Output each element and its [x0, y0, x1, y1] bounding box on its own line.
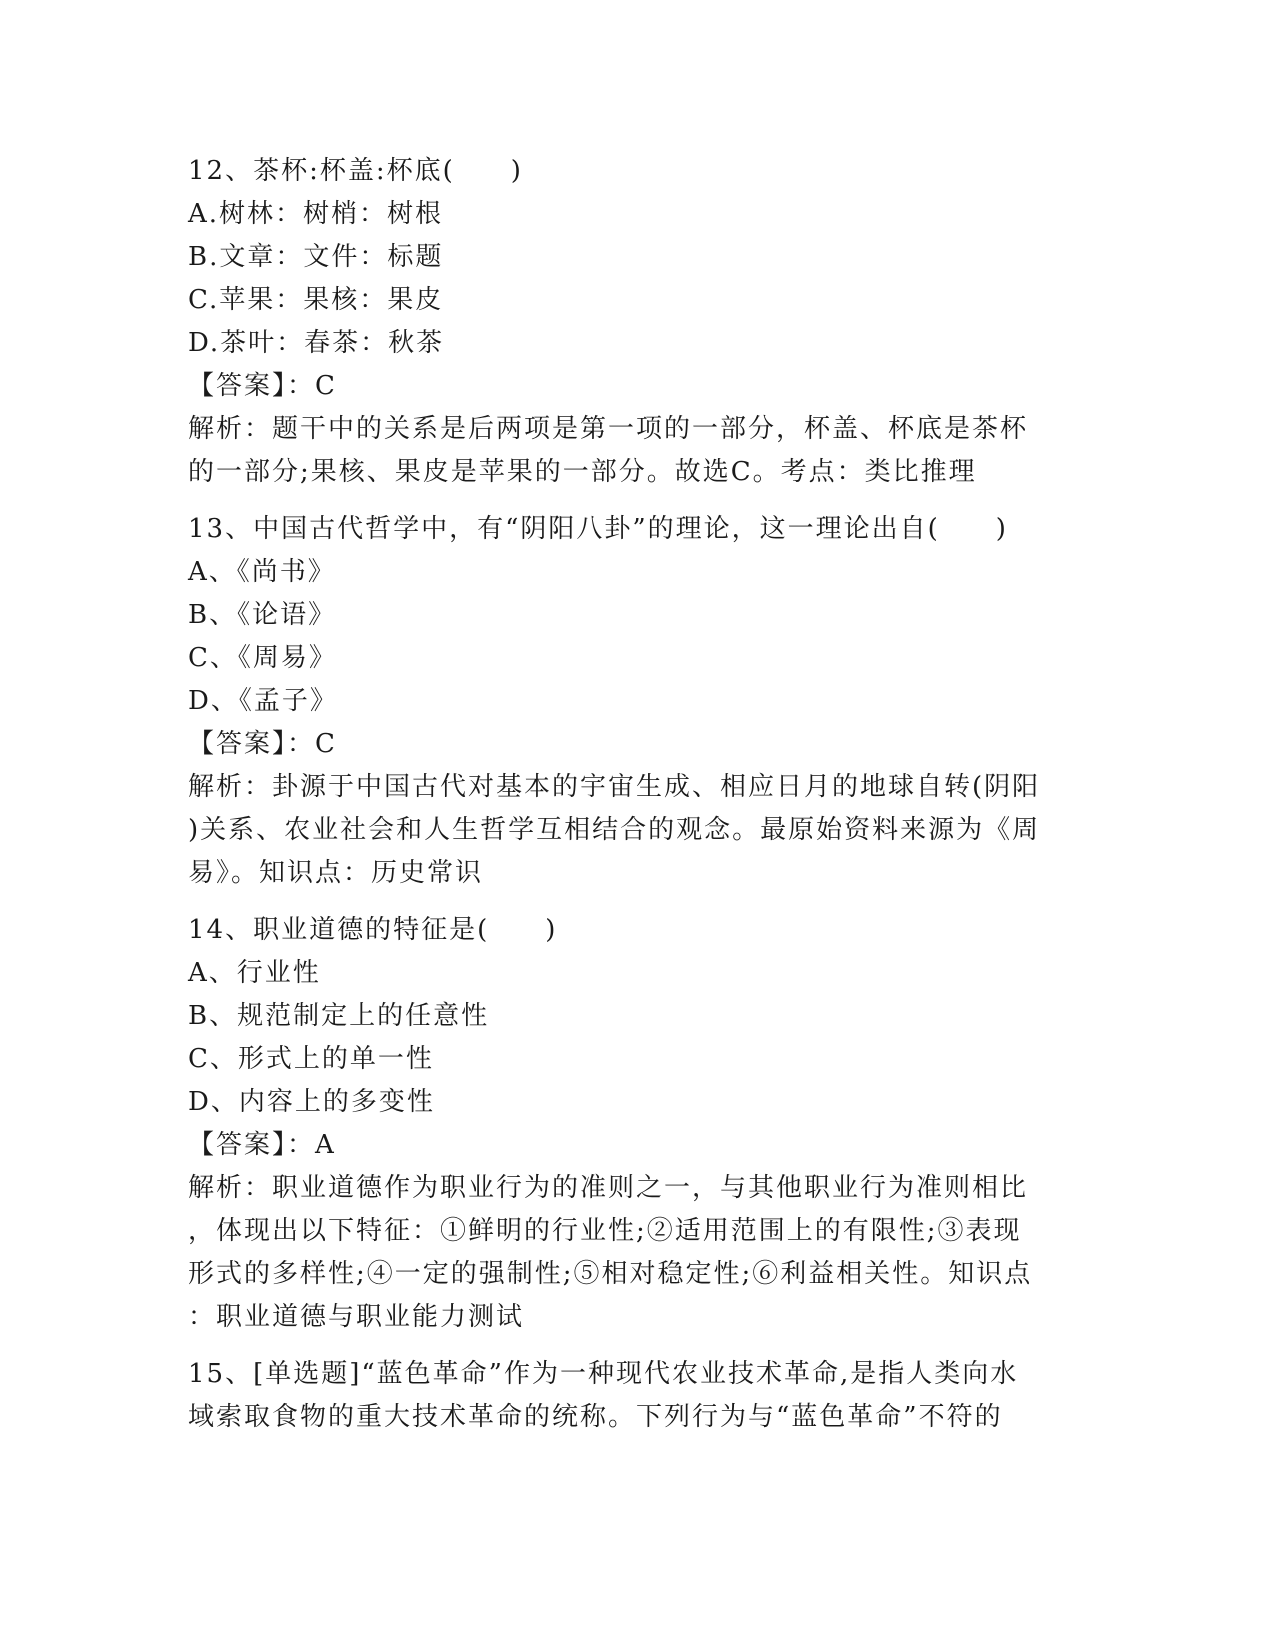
analysis-line: 形式的多样性;④一定的强制性;⑤相对稳定性;⑥利益相关性。知识点 — [188, 1259, 1033, 1289]
question-stem: 14、职业道德的特征是( ) — [188, 915, 558, 945]
option-b: B、规范制定上的任意性 — [188, 1001, 490, 1031]
option-b: B、《论语》 — [188, 600, 337, 630]
question-12 — [188, 150, 1068, 494]
option-a: A.树林：树梢：树根 — [188, 199, 444, 229]
question-13 — [188, 508, 1068, 895]
analysis-line: 易》。知识点：历史常识 — [188, 858, 484, 888]
option-a: A、《尚书》 — [188, 557, 336, 587]
option-d: D、《孟子》 — [188, 686, 338, 716]
option-c: C、形式上的单一性 — [188, 1044, 434, 1074]
option-c: C.苹果：果核：果皮 — [188, 285, 444, 315]
question-stem: 15、[单选题]“蓝色革命”作为一种现代农业技术革命,是指人类向水 — [188, 1359, 1019, 1389]
analysis-line: 解析：题干中的关系是后两项是第一项的一部分，杯盖、杯底是茶杯 — [188, 414, 1029, 444]
analysis-line: )关系、农业社会和人生哲学互相结合的观念。最原始资料来源为《周 — [188, 815, 1041, 845]
question-15 — [188, 1353, 1068, 1439]
answer-line: 【答案】：A — [188, 1130, 336, 1160]
option-d: D、内容上的多变性 — [188, 1087, 435, 1117]
option-b: B.文章：文件：标题 — [188, 242, 444, 272]
analysis-line: ，体现出以下特征：①鲜明的行业性;②适用范围上的有限性;③表现 — [188, 1216, 1022, 1246]
answer-line: 【答案】：C — [188, 371, 337, 401]
question-stem: 13、中国古代哲学中，有“阴阳八卦”的理论，这一理论出自( ) — [188, 514, 1008, 544]
option-d: D.茶叶：春茶：秋茶 — [188, 328, 445, 358]
question-stem: 12、茶杯:杯盖:杯底( ) — [188, 156, 523, 186]
analysis-line: 解析：卦源于中国古代对基本的宇宙生成、相应日月的地球自转(阴阳 — [188, 772, 1041, 802]
analysis-line: ：职业道德与职业能力测试 — [188, 1302, 525, 1332]
question-14 — [188, 909, 1068, 1339]
question-list — [188, 150, 1068, 1439]
answer-line: 【答案】：C — [188, 729, 337, 759]
question-stem: 域索取食物的重大技术革命的统称。下列行为与“蓝色革命”不符的 — [188, 1402, 1003, 1432]
analysis-line: 解析：职业道德作为职业行为的准则之一，与其他职业行为准则相比 — [188, 1173, 1029, 1203]
option-c: C、《周易》 — [188, 643, 337, 673]
analysis-line: 的一部分;果核、果皮是苹果的一部分。故选C。考点：类比推理 — [188, 457, 977, 487]
option-a: A、行业性 — [188, 958, 321, 988]
